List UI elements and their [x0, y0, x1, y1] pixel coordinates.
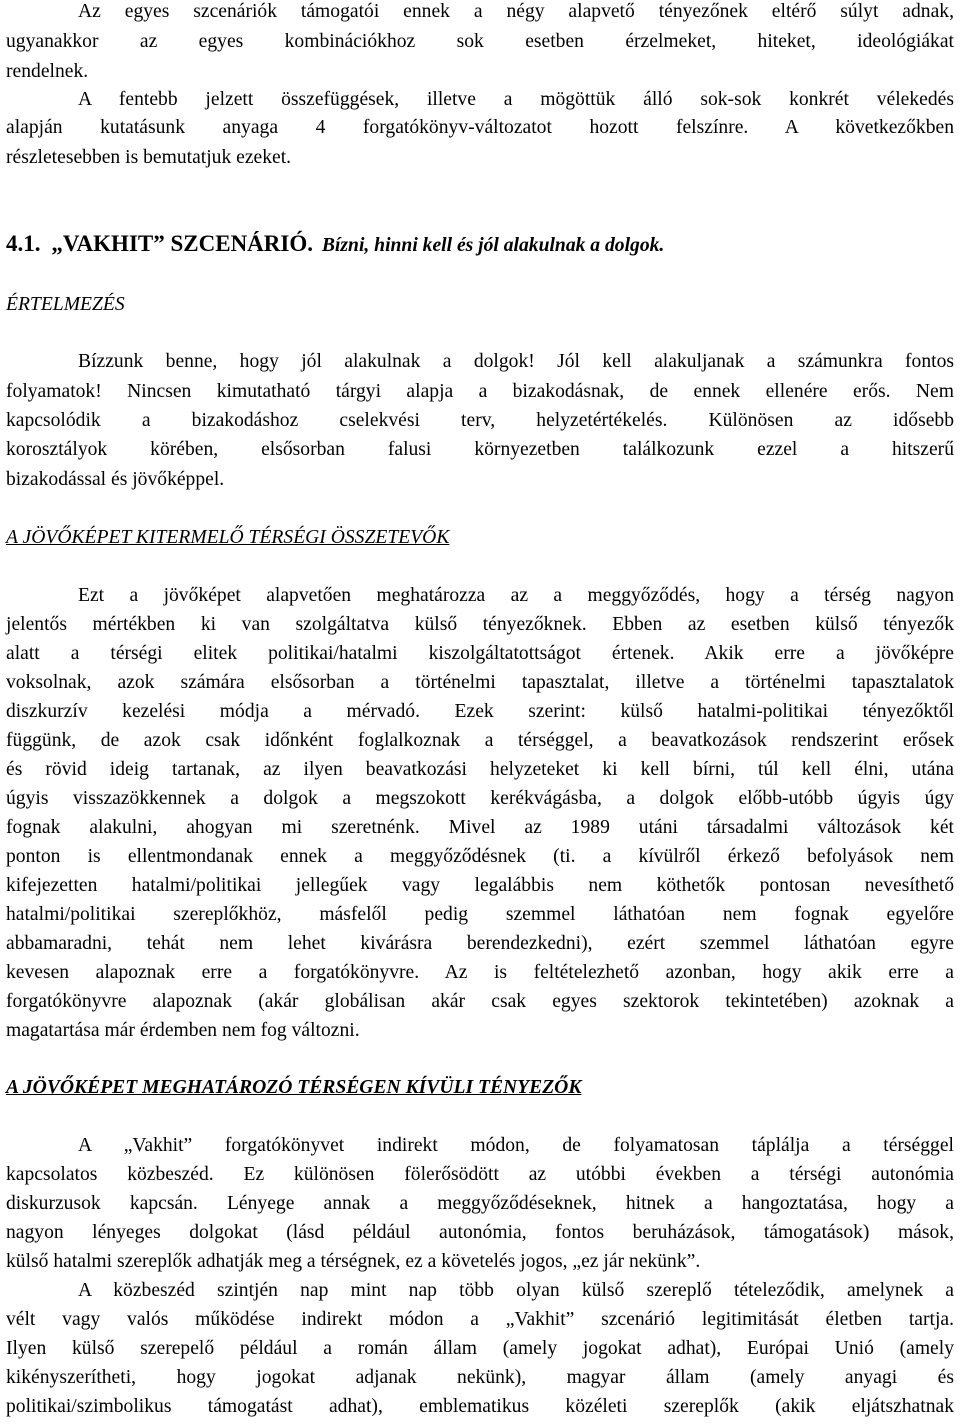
kitermelo-line-4: voksolnak, azok számára elsősorban a történelmi tapasztalat, illetve a történelmi tapasztalatok — [6, 672, 954, 693]
kitermelo-line-7: és rövid ideig tartanak, az ilyen beavatkozási helyzeteket ki kell bírni, túl kell élni, utána — [6, 759, 954, 780]
kivuli-line-1: A „Vakhit” forgatókönyvet indirekt módon, de folyamatosan táplálja a térséggel — [78, 1135, 954, 1156]
kitermelo-line-1: Ezt a jövőképet alapvetően meghatározza az a meggyőződés, hogy a térség nagyon — [78, 585, 954, 606]
kivuli-line-8: Ilyen külső szerepelő például a román állam (amely jogokat adhat), Európai Unió (amely — [6, 1338, 954, 1359]
kitermelo-line-8: úgyis visszazökkennek a dolgok a megszokott kerékvágásba, a dolgok előbb-utóbb úgyis úgy — [6, 788, 954, 809]
intro-line-5: alapján kutatásunk anyaga 4 forgatókönyv-változatot hozott felszínre. A következőkben — [6, 117, 954, 138]
section-title: „VAKHIT” SZCENÁRIÓ. — [51, 231, 313, 256]
ertelmezes-line-3: kapcsolódik a bizakodáshoz cselekvési terv, helyzetértékelés. Különösen az idősebb — [6, 410, 954, 431]
ertelmezes-heading: ÉRTELMEZÉS — [6, 294, 125, 315]
kivuli-line-4: nagyon lényeges dolgokat (lásd például autonómia, fontos beruházások, támogatások) mások, — [6, 1222, 954, 1243]
kivuli-line-10: politikai/szimbolikus támogatást adhat), emblematikus közéleti szereplők (akik eljátszhatnak — [6, 1396, 954, 1417]
kitermelo-line-2: jelentős mértékben ki van szolgáltatva külső tényezőknek. Ebben az esetben külső tényezők — [6, 614, 954, 635]
kivuli-line-9: kikényszerítheti, hogy jogokat adjanak nekünk), magyar állam (amely anyagi és — [6, 1367, 954, 1388]
kivuli-line-6: A közbeszéd szintjén nap mint nap több olyan külső szereplő tételeződik, amelynek a — [78, 1280, 954, 1301]
kitermelo-line-13: abbamaradni, tehát nem lehet kivárásra berendezkedni), ezért szemmel láthatóan egyre — [6, 933, 954, 954]
kitermelo-line-11: kifejezetten hatalmi/politikai jellegűek vagy legalábbis nem köthetők pontosan nevesíthető — [6, 875, 954, 896]
kitermelo-line-6: függünk, de azok csak időnként foglalkoznak a térséggel, a beavatkozások rendszerint erősek — [6, 730, 954, 751]
kitermelo-line-14: kevesen alapoznak erre a forgatókönyvre. Az is feltételezhető azonban, hogy akik erre a — [6, 962, 954, 983]
ertelmezes-line-1: Bízzunk benne, hogy jól alakulnak a dolgok! Jól kell alakuljanak a számunkra fontos — [78, 351, 954, 372]
kitermelo-line-5: diszkurzív kezelési módja a mérvadó. Ezek szerint: külső hatalmi-politikai tényezőktől — [6, 701, 954, 722]
intro-line-4: A fentebb jelzett összefüggések, illetve a mögöttük álló sok-sok konkrét vélekedés — [78, 89, 954, 110]
kitermelo-line-9: fognak alakulni, ahogyan mi szeretnénk. Mivel az 1989 utáni társadalmi változások két — [6, 817, 954, 838]
kitermelo-heading: A JÖVŐKÉPET KITERMELŐ TÉRSÉGI ÖSSZETEVŐK — [6, 527, 450, 548]
ertelmezes-line-2: folyamatok! Nincsen kimutatható tárgyi alapja a bizakodásnak, de ennek ellenére erős. Nem — [6, 381, 954, 402]
kitermelo-line-16: magatartása már érdemben nem fog változni. — [6, 1020, 360, 1041]
kivuli-line-7: vélt vagy valós működése indirekt módon a „Vakhit” szcenárió legitimitását életben tartja. — [6, 1309, 954, 1330]
intro-line-3: rendelnek. — [6, 61, 89, 82]
section-number: 4.1. — [6, 231, 41, 256]
intro-line-6: részletesebben is bemutatjuk ezeket. — [6, 147, 292, 168]
ertelmezes-line-4: korosztályok körében, elsősorban falusi környezetben találkozunk ezzel a hitszerű — [6, 439, 954, 460]
kitermelo-line-10: ponton is ellentmondanak ennek a meggyőződésnek (ti. a kívülről érkező befolyások nem — [6, 846, 954, 867]
kitermelo-line-3: alatt a térségi elitek politikai/hatalmi kiszolgáltatottságot értenek. Akik erre a jövőképre — [6, 643, 954, 664]
kivuli-heading: A JÖVŐKÉPET MEGHATÁROZÓ TÉRSÉGEN KÍVÜLI TÉNYEZŐK — [6, 1077, 582, 1098]
intro-line-2: ugyanakkor az egyes kombinációkhoz sok esetben érzelmeket, hiteket, ideológiákat — [6, 31, 954, 52]
section-heading — [6, 229, 954, 259]
section-subtitle: Bízni, hinni kell és jól alakulnak a dolgok. — [321, 235, 665, 256]
kivuli-line-3: diskurzusok kapcsán. Lényege annak a meggyőződéseknek, hitnek a hangoztatása, hogy a — [6, 1193, 954, 1214]
kitermelo-line-15: forgatókönyvre alapoznak (akár globálisan akár csak egyes szektorok tekintetében) azoknak a — [6, 991, 954, 1012]
kitermelo-line-12: hatalmi/politikai szereplőkhöz, másfelől pedig szemmel láthatóan nem fognak egyelőre — [6, 904, 954, 925]
kivuli-line-2: kapcsolatos közbeszéd. Ez különösen fölerősödött az utóbbi években a térségi autonómia — [6, 1164, 954, 1185]
ertelmezes-line-5: bizakodással és jövőképpel. — [6, 469, 225, 490]
intro-line-1: Az egyes szcenáriók támogatói ennek a négy alapvető tényezőnek eltérő súlyt adnak, — [78, 1, 954, 22]
kivuli-line-5: külső hatalmi szereplők adhatják meg a térségnek, ez a követelés jogos, „ez jár nekünk”. — [6, 1251, 701, 1272]
